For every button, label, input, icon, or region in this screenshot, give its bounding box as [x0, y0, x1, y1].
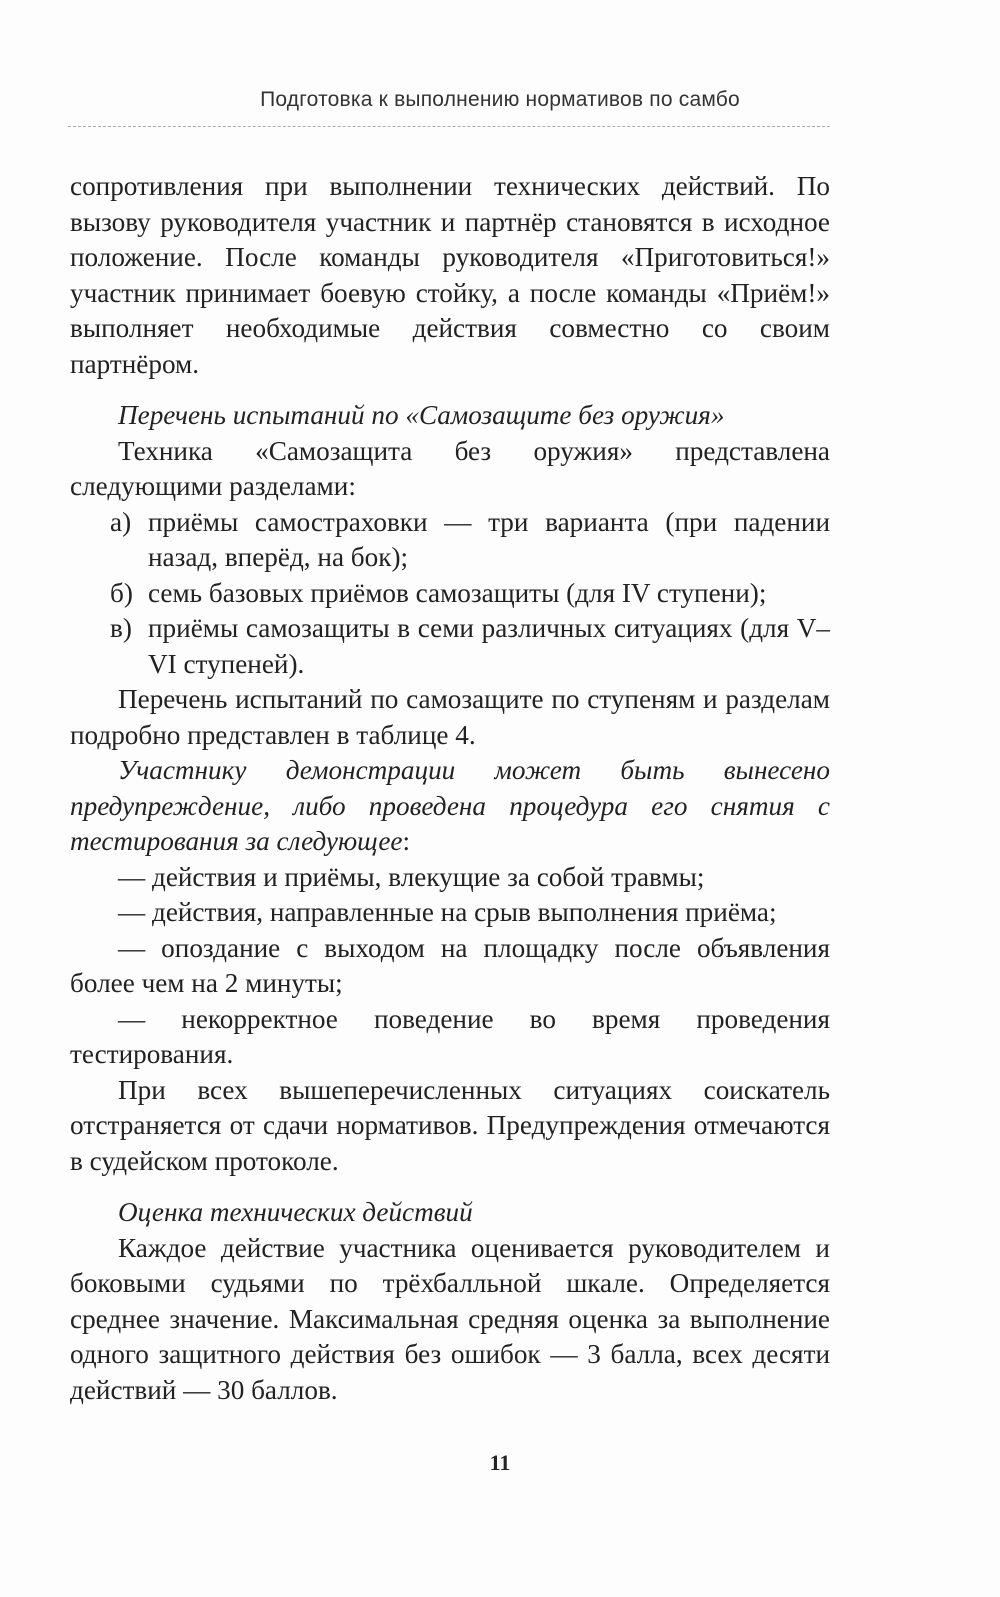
dash-item-disruption: — действия, направленные на срыв выполнения приёма; [118, 897, 777, 927]
running-head: Подготовка к выполнению нормативов по самбо [260, 88, 740, 111]
dash-item-injuries: — действия и приёмы, влекущие за собой травмы; [118, 861, 705, 892]
list-item-text: семь базовых приёмов самозащиты (для IV ступени); [148, 577, 767, 608]
page-body [70, 169, 830, 1408]
list-item-b [70, 576, 830, 612]
paragraph-warning [70, 753, 830, 860]
list-item-c [70, 611, 830, 682]
list-item-text: приёмы самостраховки — три варианта (при падении назад, вперёд, на бок); [148, 506, 830, 572]
paragraph-scoring: Каждое действие участника оценивается руководителем и боковыми судьями по трёхбалльной шкале. Определяется среднее значение. Максимальная средняя оценка за выполнение одного защитного действия без ошибок — 3 балла, всех десяти действий — 30 баллов. [70, 1232, 830, 1405]
page-number: 11 [489, 1450, 511, 1475]
warning-italic-text: Участнику демонстрации может быть вынесено предупреждение, либо проведена процедура его снятия с тестирования за следующее [70, 755, 830, 856]
section-heading-evaluation: Оценка технических действий [118, 1197, 473, 1227]
dash-item-behavior: — некорректное поведение во время проведения тестирования. [70, 1003, 830, 1069]
list-item-a [70, 505, 830, 576]
paragraph-intro: сопротивления при выполнении технических действий. По вызову руководителя участник и партнёр становятся в исходное положение. После команды руководителя «Приготовиться!» участник принимает боевую стойку, а после команды «Приём!» выполняет необходимые действия совместно со своим партнёром. [70, 171, 830, 379]
paragraph-removal: При всех вышеперечисленных ситуациях соискатель отстраняется от сдачи нормативов. Предупреждения отмечаются в судейском протоколе. [70, 1074, 830, 1176]
paragraph-technique: Техника «Самозащита без оружия» представлена следующими разделами: [70, 435, 830, 501]
list-marker: а) [110, 506, 132, 537]
dash-item-lateness: — опоздание с выходом на площадку после объявления более чем на 2 минуты; [70, 932, 830, 998]
warning-colon: : [402, 826, 411, 856]
list-marker: б) [110, 577, 133, 608]
header-rule [68, 126, 830, 127]
section-heading-self-defense: Перечень испытаний по «Самозащите без оружия» [118, 400, 725, 430]
list-item-text: приёмы самозащиты в семи различных ситуациях (для V–VI ступеней). [148, 613, 830, 679]
list-marker: в) [110, 613, 132, 643]
paragraph-table-ref: Перечень испытаний по самозащите по ступеням и разделам подробно представлен в таблице 4. [70, 684, 830, 750]
